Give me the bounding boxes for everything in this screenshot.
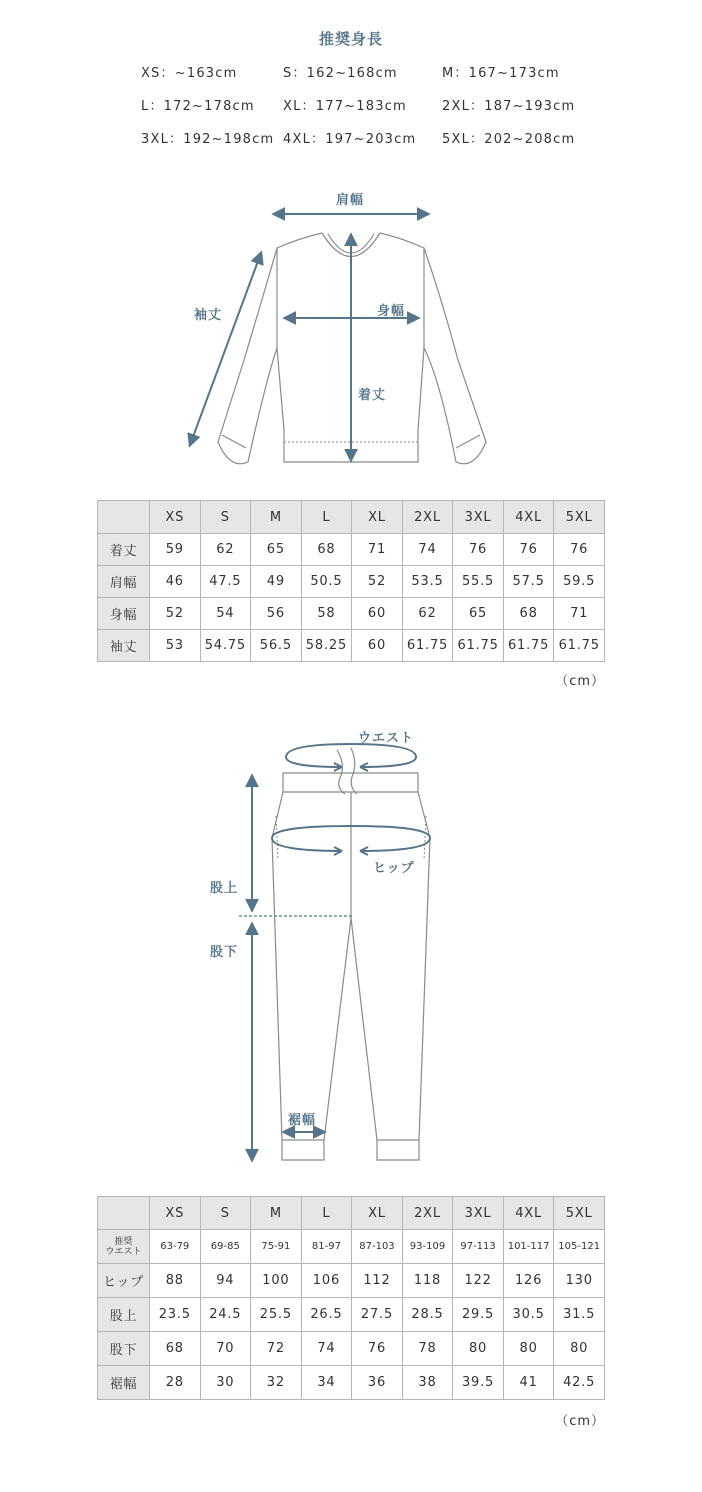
table-cell: 76 <box>453 534 504 566</box>
row-label: 身幅 <box>98 598 150 630</box>
hem-width-label: 裾幅 <box>288 1113 317 1128</box>
inseam-label: 股下 <box>210 945 239 960</box>
size-header: S <box>200 501 251 534</box>
table-cell: 52 <box>352 566 403 598</box>
table-cell: 50.5 <box>301 566 352 598</box>
body-length-label: 着丈 <box>358 388 387 403</box>
size-header: 3XL <box>453 1197 504 1230</box>
waist-label: ウエスト <box>358 731 415 746</box>
sweatshirt-diagram <box>0 180 702 480</box>
sweatshirt-size-table <box>97 500 605 662</box>
table-cell: 58.25 <box>301 630 352 662</box>
table-cell: 93-109 <box>402 1230 453 1264</box>
height-xl: XL：177~183cm <box>283 99 407 114</box>
size-header: 5XL <box>554 1197 605 1230</box>
size-header: 3XL <box>453 501 504 534</box>
table-row <box>98 534 605 566</box>
table-cell: 28.5 <box>402 1298 453 1332</box>
table-cell: 31.5 <box>554 1298 605 1332</box>
table-cell: 57.5 <box>503 566 554 598</box>
table-cell: 62 <box>402 598 453 630</box>
table-cell: 101-117 <box>503 1230 554 1264</box>
size-header: M <box>251 1197 302 1230</box>
height-xs: XS：~163cm <box>141 66 238 81</box>
row-label: 肩幅 <box>98 566 150 598</box>
table-cell: 46 <box>150 566 201 598</box>
rise-label: 股上 <box>210 881 239 896</box>
table-cell: 87-103 <box>352 1230 403 1264</box>
size-header: 2XL <box>402 1197 453 1230</box>
size-header: XL <box>352 1197 403 1230</box>
table-corner <box>98 501 150 534</box>
table-cell: 30 <box>200 1366 251 1400</box>
table-cell: 59 <box>150 534 201 566</box>
table-cell: 55.5 <box>453 566 504 598</box>
table-cell: 122 <box>453 1264 504 1298</box>
table-cell: 56.5 <box>251 630 302 662</box>
table-cell: 76 <box>554 534 605 566</box>
table-cell: 61.75 <box>453 630 504 662</box>
table-cell: 61.75 <box>503 630 554 662</box>
table-cell: 25.5 <box>251 1298 302 1332</box>
table-row <box>98 1366 605 1400</box>
table-cell: 23.5 <box>150 1298 201 1332</box>
table-cell: 76 <box>503 534 554 566</box>
row-label-line: ウエスト <box>105 1246 142 1257</box>
table-corner <box>98 1197 150 1230</box>
table-cell: 130 <box>554 1264 605 1298</box>
table-cell: 60 <box>352 598 403 630</box>
table-row <box>98 630 605 662</box>
table-cell: 105-121 <box>554 1230 605 1264</box>
table-cell: 28 <box>150 1366 201 1400</box>
table-cell: 26.5 <box>301 1298 352 1332</box>
table-cell: 56 <box>251 598 302 630</box>
table-cell: 58 <box>301 598 352 630</box>
chest-width-label: 身幅 <box>377 304 406 319</box>
size-header: 5XL <box>554 501 605 534</box>
table-cell: 42.5 <box>554 1366 605 1400</box>
table-cell: 32 <box>251 1366 302 1400</box>
table-cell: 68 <box>301 534 352 566</box>
table-cell: 80 <box>453 1332 504 1366</box>
table-cell: 34 <box>301 1366 352 1400</box>
height-5xl: 5XL：202~208cm <box>442 132 576 147</box>
table-cell: 75-91 <box>251 1230 302 1264</box>
table-cell: 65 <box>251 534 302 566</box>
height-s: S：162~168cm <box>283 66 398 81</box>
table-cell: 53.5 <box>402 566 453 598</box>
table-cell: 97-113 <box>453 1230 504 1264</box>
table-cell: 47.5 <box>200 566 251 598</box>
row-label: 袖丈 <box>98 630 150 662</box>
table-cell: 70 <box>200 1332 251 1366</box>
row-label: ヒップ <box>98 1264 150 1298</box>
row-label: 着丈 <box>98 534 150 566</box>
table-row <box>98 1298 605 1332</box>
table-cell: 54 <box>200 598 251 630</box>
table-cell: 36 <box>352 1366 403 1400</box>
height-m: M：167~173cm <box>442 66 560 81</box>
table-cell: 65 <box>453 598 504 630</box>
size-header: S <box>200 1197 251 1230</box>
height-2xl: 2XL：187~193cm <box>442 99 576 114</box>
table-cell: 60 <box>352 630 403 662</box>
table-cell: 52 <box>150 598 201 630</box>
table-cell: 72 <box>251 1332 302 1366</box>
table-cell: 61.75 <box>554 630 605 662</box>
sleeve-length-label: 袖丈 <box>194 308 223 323</box>
sweatshirt-illustration <box>0 180 702 480</box>
table-cell: 81-97 <box>301 1230 352 1264</box>
table-cell: 68 <box>150 1332 201 1366</box>
table-cell: 49 <box>251 566 302 598</box>
size-header: XL <box>352 501 403 534</box>
table-cell: 39.5 <box>453 1366 504 1400</box>
table-cell: 118 <box>402 1264 453 1298</box>
table-row <box>98 1264 605 1298</box>
table-cell: 30.5 <box>503 1298 554 1332</box>
table-cell: 80 <box>554 1332 605 1366</box>
measurement-arrows <box>190 214 428 460</box>
table-cell: 71 <box>554 598 605 630</box>
pants-measurement-arrows <box>252 744 430 1160</box>
table-cell: 71 <box>352 534 403 566</box>
table-cell: 27.5 <box>352 1298 403 1332</box>
table-cell: 74 <box>402 534 453 566</box>
table-cell: 106 <box>301 1264 352 1298</box>
table-cell: 38 <box>402 1366 453 1400</box>
table-cell: 112 <box>352 1264 403 1298</box>
recommended-height-title: 推奨身長 <box>318 30 383 48</box>
row-label: 股上 <box>98 1298 150 1332</box>
table-cell: 29.5 <box>453 1298 504 1332</box>
height-4xl: 4XL：197~203cm <box>283 132 417 147</box>
row-label: 裾幅 <box>98 1366 150 1400</box>
hip-label: ヒップ <box>373 861 415 876</box>
table-cell: 61.75 <box>402 630 453 662</box>
pants-diagram <box>0 720 702 1170</box>
size-header: 4XL <box>503 1197 554 1230</box>
unit-label: （cm） <box>555 674 605 689</box>
table-cell: 80 <box>503 1332 554 1366</box>
row-label-recommended-waist <box>98 1230 150 1264</box>
table-row <box>98 598 605 630</box>
pants-outline <box>272 748 430 1160</box>
size-header: XS <box>150 1197 201 1230</box>
table-cell: 68 <box>503 598 554 630</box>
table-cell: 54.75 <box>200 630 251 662</box>
table-cell: 100 <box>251 1264 302 1298</box>
size-header: L <box>301 501 352 534</box>
size-header: 2XL <box>402 501 453 534</box>
height-l: L：172~178cm <box>141 99 255 114</box>
size-header: XS <box>150 501 201 534</box>
table-cell: 88 <box>150 1264 201 1298</box>
shoulder-width-label: 肩幅 <box>336 193 365 208</box>
unit-label: （cm） <box>555 1414 605 1429</box>
table-cell: 24.5 <box>200 1298 251 1332</box>
table-row <box>98 566 605 598</box>
table-cell: 59.5 <box>554 566 605 598</box>
table-cell: 126 <box>503 1264 554 1298</box>
table-cell: 53 <box>150 630 201 662</box>
size-header: M <box>251 501 302 534</box>
table-cell: 94 <box>200 1264 251 1298</box>
row-label: 股下 <box>98 1332 150 1366</box>
table-row <box>98 1332 605 1366</box>
pants-illustration <box>0 720 702 1170</box>
row-label-line: 推奨 <box>114 1236 133 1247</box>
table-cell: 62 <box>200 534 251 566</box>
table-row <box>98 1230 605 1264</box>
table-cell: 69-85 <box>200 1230 251 1264</box>
table-cell: 78 <box>402 1332 453 1366</box>
table-cell: 74 <box>301 1332 352 1366</box>
height-3xl: 3XL：192~198cm <box>141 132 275 147</box>
table-cell: 41 <box>503 1366 554 1400</box>
size-header: L <box>301 1197 352 1230</box>
table-cell: 76 <box>352 1332 403 1366</box>
pants-size-table <box>97 1196 605 1400</box>
size-header: 4XL <box>503 501 554 534</box>
table-cell: 63-79 <box>150 1230 201 1264</box>
